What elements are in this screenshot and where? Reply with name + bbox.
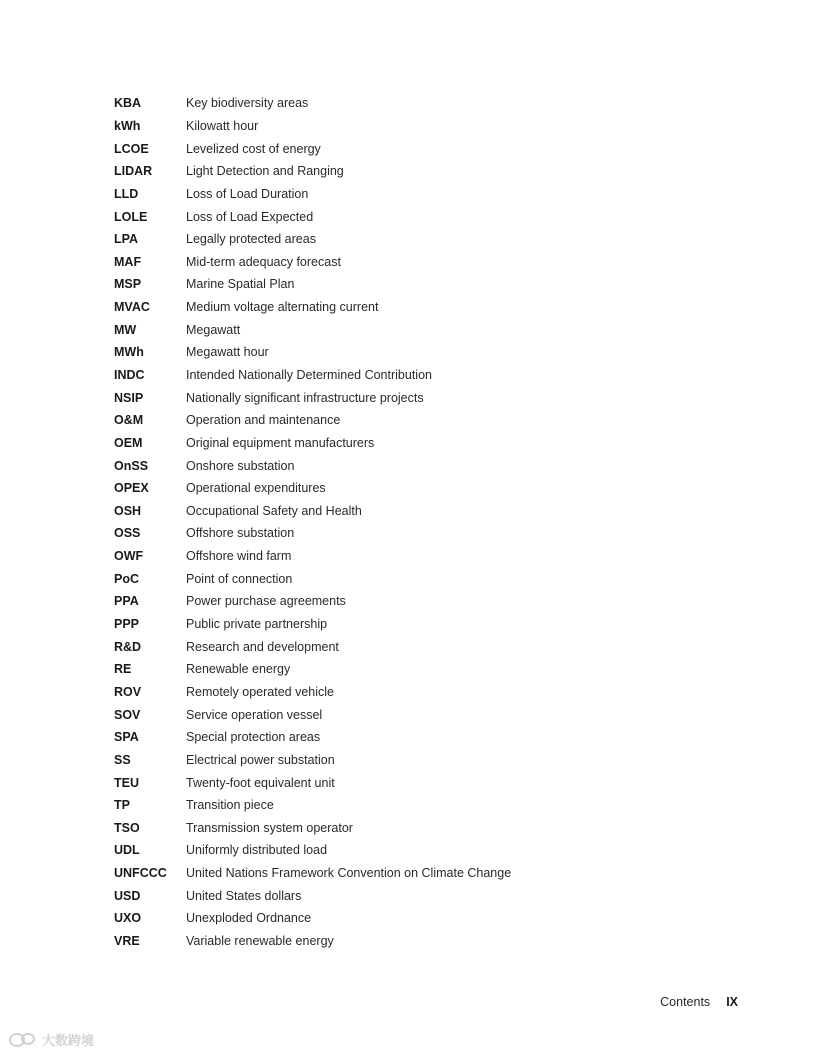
abbreviation-list: [114, 92, 634, 952]
abbreviation-term: TSO: [114, 820, 140, 835]
abbreviation-term: LPA: [114, 232, 139, 247]
abbreviation-definition: Transmission system operator: [186, 820, 353, 835]
abbreviation-term: RE: [114, 662, 132, 677]
abbreviation-term: PPP: [114, 617, 140, 632]
abbreviation-term: LIDAR: [114, 164, 153, 179]
abbreviation-row: [114, 726, 634, 749]
abbreviation-definition: Legally protected areas: [186, 232, 316, 247]
abbreviation-term: O&M: [114, 413, 144, 428]
abbreviation-definition: Mid-term adequacy forecast: [186, 254, 341, 269]
abbreviation-term: UDL: [114, 843, 140, 858]
abbreviation-term: OSH: [114, 503, 142, 518]
abbreviation-term: MWh: [114, 345, 144, 360]
abbreviation-term: MAF: [114, 254, 142, 269]
watermark-text: 大数跨境: [42, 1033, 95, 1048]
abbreviation-row: [114, 477, 634, 500]
abbreviation-term: ROV: [114, 684, 142, 699]
abbreviation-row: [114, 386, 634, 409]
abbreviation-term: kWh: [114, 118, 141, 133]
abbreviation-row: [114, 817, 634, 840]
abbreviation-row: [114, 160, 634, 183]
abbreviation-row: [114, 364, 634, 387]
abbreviation-term: VRE: [114, 934, 140, 949]
abbreviation-row: [114, 545, 634, 568]
abbreviation-definition: Remotely operated vehicle: [186, 684, 334, 699]
abbreviation-term: LCOE: [114, 141, 149, 156]
abbreviation-definition: Light Detection and Ranging: [186, 164, 344, 179]
abbreviation-term: PoC: [114, 571, 139, 586]
abbreviation-term: UXO: [114, 911, 142, 926]
abbreviation-row: [114, 183, 634, 206]
abbreviation-term: UNFCCC: [114, 866, 167, 881]
abbreviation-definition: Research and development: [186, 639, 339, 654]
abbreviation-row: [114, 658, 634, 681]
abbreviation-term: LLD: [114, 186, 139, 201]
abbreviation-definition: Variable renewable energy: [186, 934, 334, 949]
abbreviation-row: [114, 137, 634, 160]
abbreviation-term: TP: [114, 798, 130, 813]
watermark: [8, 1030, 94, 1049]
abbreviation-definition: Electrical power substation: [186, 752, 335, 767]
abbreviation-row: [114, 590, 634, 613]
abbreviation-row: [114, 839, 634, 862]
page-number: IX: [726, 995, 738, 1009]
abbreviation-term: KBA: [114, 96, 142, 111]
abbreviation-definition: Operational expenditures: [186, 481, 326, 496]
abbreviation-row: [114, 567, 634, 590]
abbreviation-term: R&D: [114, 639, 142, 654]
abbreviation-term: OWF: [114, 549, 144, 564]
abbreviation-row: [114, 250, 634, 273]
abbreviation-row: [114, 318, 634, 341]
abbreviation-definition: Megawatt hour: [186, 345, 269, 360]
abbreviation-row: [114, 681, 634, 704]
abbreviation-definition: Offshore substation: [186, 526, 295, 541]
abbreviation-row: [114, 930, 634, 953]
abbreviation-row: [114, 771, 634, 794]
footer-contents-link[interactable]: Contents: [660, 995, 711, 1009]
abbreviation-definition: Special protection areas: [186, 730, 321, 745]
abbreviation-row: [114, 115, 634, 138]
abbreviation-definition: Medium voltage alternating current: [186, 300, 379, 315]
abbreviation-term: SS: [114, 752, 131, 767]
abbreviation-term: USD: [114, 888, 141, 903]
abbreviation-definition: Nationally significant infrastructure projects: [186, 390, 424, 405]
abbreviation-row: [114, 635, 634, 658]
page-footer: [660, 995, 738, 1009]
abbreviation-definition: Service operation vessel: [186, 707, 323, 722]
abbreviation-definition: Twenty-foot equivalent unit: [186, 775, 335, 790]
abbreviation-definition: Unexploded Ordnance: [186, 911, 312, 926]
abbreviation-row: [114, 522, 634, 545]
abbreviation-row: [114, 409, 634, 432]
abbreviation-definition: Marine Spatial Plan: [186, 277, 295, 292]
abbreviation-definition: Intended Nationally Determined Contribution: [186, 368, 432, 382]
abbreviation-definition: Power purchase agreements: [186, 594, 346, 609]
abbreviation-term: OPEX: [114, 481, 149, 496]
abbreviation-row: [114, 749, 634, 772]
abbreviation-definition: Offshore wind farm: [186, 549, 292, 564]
abbreviation-term: TEU: [114, 775, 139, 790]
abbreviation-row: [114, 432, 634, 455]
abbreviation-definition: Loss of Load Expected: [186, 209, 314, 224]
abbreviation-term: SPA: [114, 730, 139, 745]
abbreviation-row: [114, 500, 634, 523]
abbreviation-term: MSP: [114, 277, 142, 292]
abbreviation-row: [114, 228, 634, 251]
abbreviation-definition: Operation and maintenance: [186, 413, 341, 428]
abbreviation-row: [114, 273, 634, 296]
abbreviation-definition: United States dollars: [186, 888, 302, 903]
abbreviation-row: [114, 703, 634, 726]
abbreviation-term: OnSS: [114, 458, 149, 473]
abbreviation-row: [114, 92, 634, 115]
abbreviation-definition: Onshore substation: [186, 458, 295, 473]
abbreviation-row: [114, 862, 634, 885]
abbreviation-row: [114, 296, 634, 319]
abbreviation-term: NSIP: [114, 390, 144, 405]
abbreviation-definition: Renewable energy: [186, 662, 291, 677]
abbreviation-definition: Public private partnership: [186, 617, 328, 632]
abbreviation-term: LOLE: [114, 209, 148, 224]
abbreviation-definition: Kilowatt hour: [186, 118, 259, 133]
chat-bubble-logo-icon: [8, 1031, 38, 1049]
abbreviation-term: MVAC: [114, 300, 150, 315]
abbreviation-definition: United Nations Framework Convention on Climate Change: [186, 866, 512, 881]
abbreviation-definition: Key biodiversity areas: [186, 96, 309, 111]
abbreviation-row: [114, 884, 634, 907]
abbreviation-row: [114, 613, 634, 636]
abbreviation-definition: Transition piece: [186, 798, 274, 813]
abbreviation-term: OSS: [114, 526, 141, 541]
abbreviation-term: MW: [114, 322, 137, 337]
abbreviation-row: [114, 341, 634, 364]
abbreviation-term: SOV: [114, 707, 141, 722]
abbreviation-definition: Point of connection: [186, 571, 293, 586]
abbreviation-row: [114, 205, 634, 228]
abbreviation-row: [114, 794, 634, 817]
abbreviation-definition: Uniformly distributed load: [186, 843, 328, 858]
abbreviation-term: PPA: [114, 594, 139, 609]
abbreviation-definition: Loss of Load Duration: [186, 186, 309, 201]
abbreviation-term: OEM: [114, 435, 143, 450]
abbreviation-definition: Megawatt: [186, 322, 241, 337]
abbreviation-term: INDC: [114, 368, 145, 382]
abbreviation-row: [114, 454, 634, 477]
abbreviation-definition: Original equipment manufacturers: [186, 435, 375, 450]
abbreviation-definition: Occupational Safety and Health: [186, 503, 362, 518]
abbreviation-definition: Levelized cost of energy: [186, 141, 321, 156]
abbreviation-row: [114, 907, 634, 930]
